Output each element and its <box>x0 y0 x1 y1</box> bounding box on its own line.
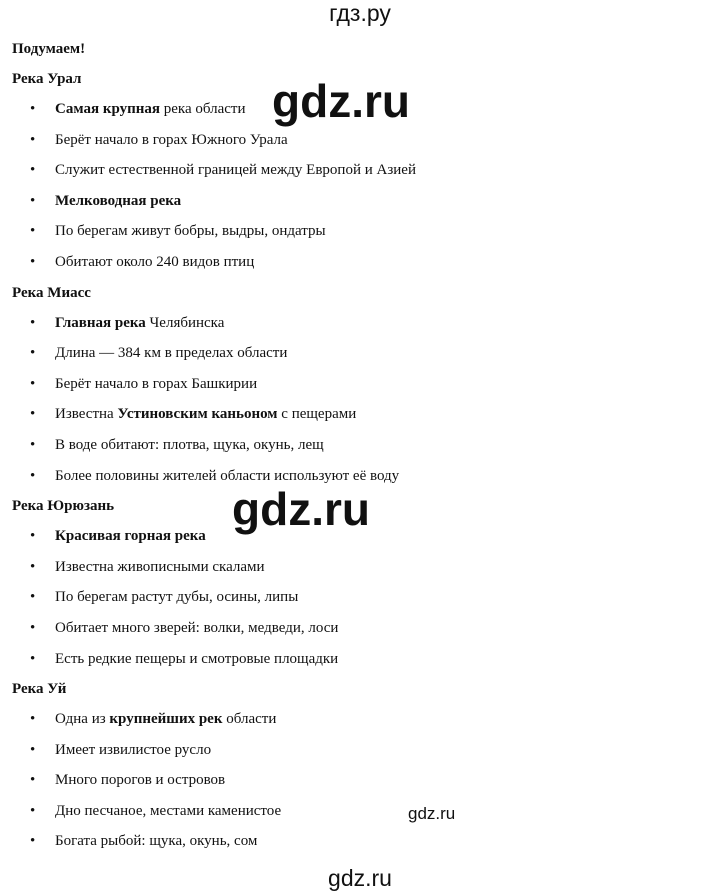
list-item: • Есть редкие пещеры и смотровые площадки <box>12 644 712 675</box>
page-heading: Подумаем! <box>12 41 86 57</box>
list-item: • По берегам живут бобры, выдры, ондатры <box>12 216 712 247</box>
section-title: Река Уй <box>12 681 67 698</box>
list-item: • Берёт начало в горах Башкирии <box>12 369 712 400</box>
list-item: • Обитает много зверей: волки, медведи, лоси <box>12 613 712 644</box>
list-item: • Имеет извилистое русло <box>12 735 712 766</box>
section-miass <box>12 278 712 492</box>
watermark-top: гдз.ру <box>329 0 391 26</box>
list-item: • Служит естественной границей между Европой и Азией <box>12 155 712 186</box>
list-item: • Главная река Челябинска <box>12 308 712 339</box>
list-item: • Дно песчаное, местами каменистое <box>12 796 712 827</box>
watermark-large: gdz.ru <box>272 75 410 127</box>
list-item: • Самая крупная река области <box>12 94 712 125</box>
document-body <box>12 34 712 857</box>
list-item: • Известна Устиновским каньоном с пещерами <box>12 399 712 430</box>
bullet-list <box>12 704 712 857</box>
list-item: • Красивая горная река <box>12 521 712 552</box>
list-item: • Богата рыбой: щука, окунь, сом <box>12 826 712 857</box>
section-title: Река Юрюзань <box>12 498 115 515</box>
list-item: • Длина — 384 км в пределах области <box>12 338 712 369</box>
list-item: • Известна живописными скалами <box>12 552 712 583</box>
list-item: • Много порогов и островов <box>12 765 712 796</box>
bullet-list <box>12 521 712 674</box>
list-item: • По берегам растут дубы, осины, липы <box>12 582 712 613</box>
section-title: Река Урал <box>12 71 82 87</box>
list-item: • Берёт начало в горах Южного Урала <box>12 125 712 156</box>
section-title: Река Миасс <box>12 284 91 301</box>
list-item: • Мелководная река <box>12 186 712 217</box>
watermark-small: gdz.ru <box>408 804 456 823</box>
watermark-bottom: gdz.ru <box>328 865 392 891</box>
watermark-large: gdz.ru <box>232 483 370 535</box>
list-item: • Одна из крупнейших рек области <box>12 704 712 735</box>
list-item: • Более половины жителей области используют её воду <box>12 461 712 492</box>
section-uy <box>12 674 712 857</box>
list-item: • Обитают около 240 видов птиц <box>12 247 712 278</box>
list-item: • В воде обитают: плотва, щука, окунь, лещ <box>12 430 712 461</box>
bullet-list <box>12 308 712 492</box>
